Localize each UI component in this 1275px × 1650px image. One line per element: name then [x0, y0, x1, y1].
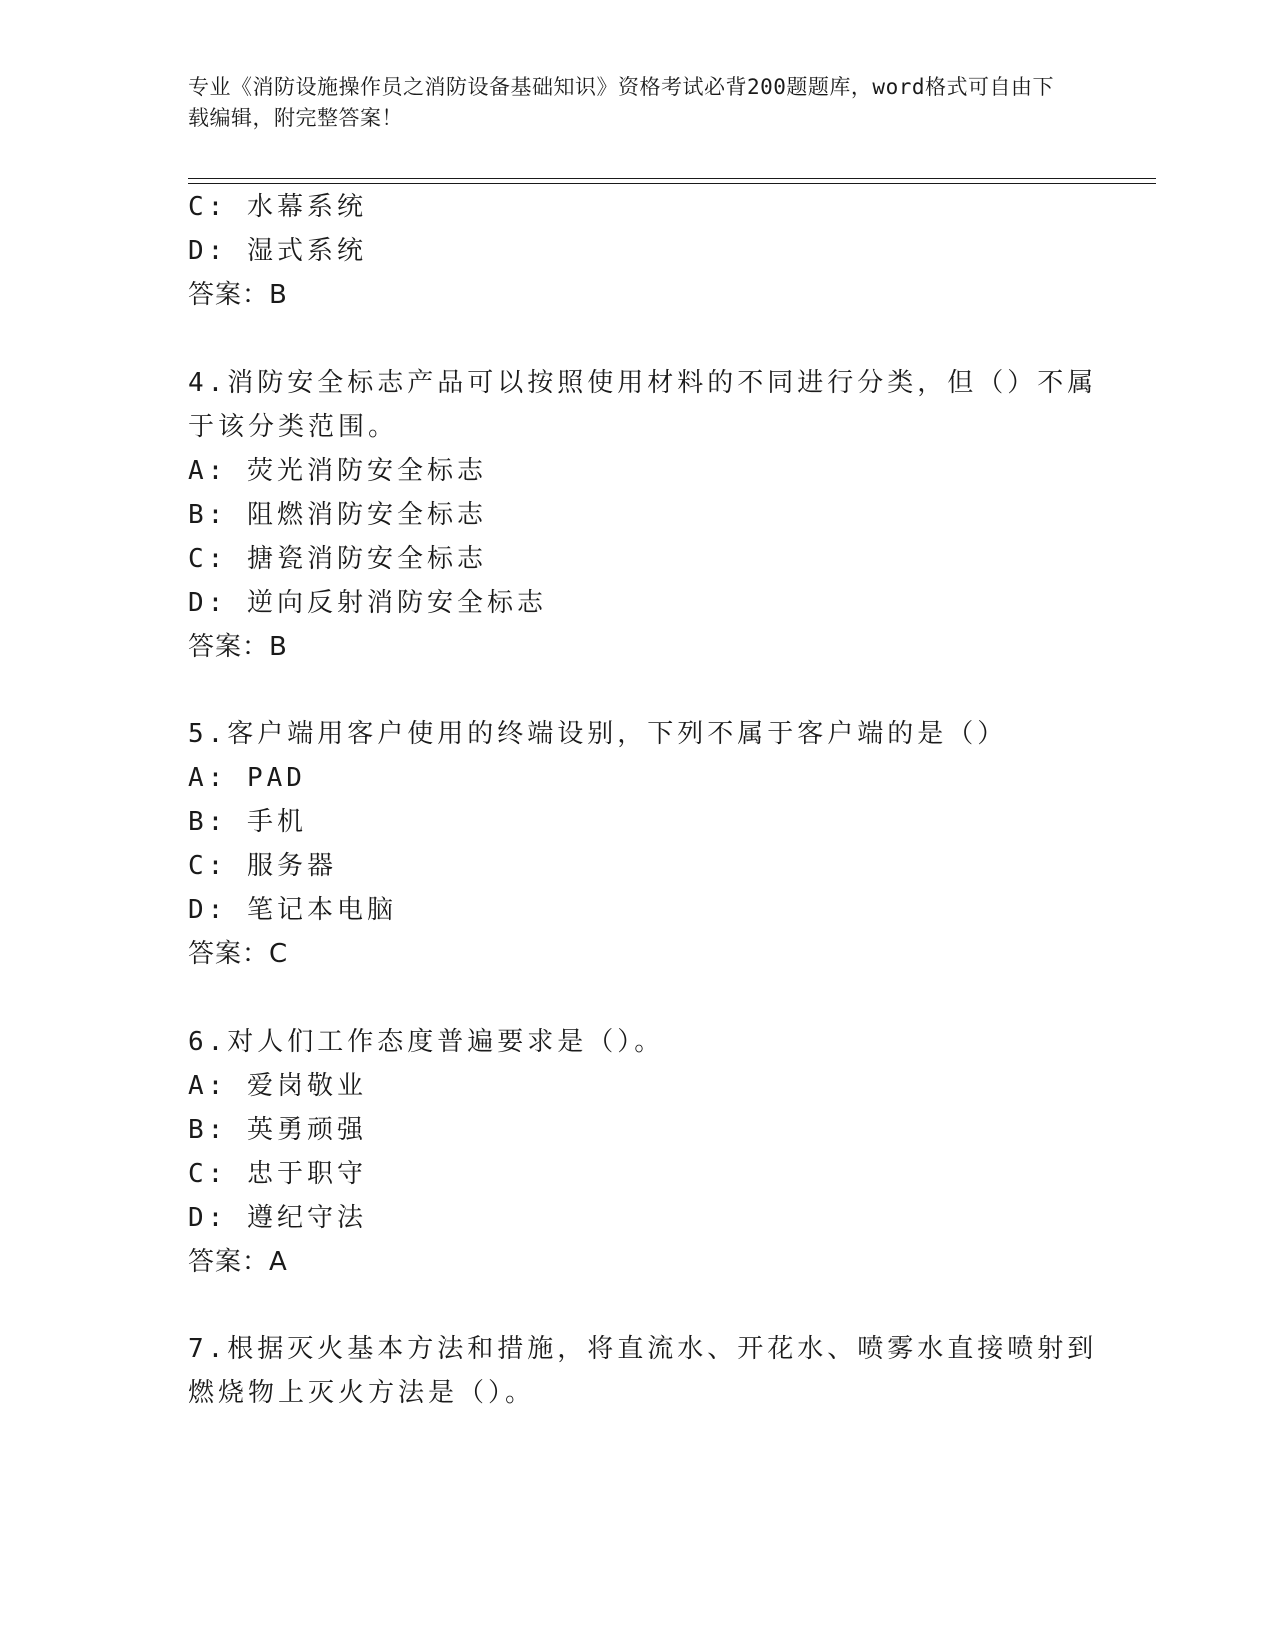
q6-option-c: C: 忠于职守 [188, 1159, 367, 1189]
q4-option-b: B: 阻燃消防安全标志 [188, 500, 487, 530]
q5-option-b: B: 手机 [188, 807, 307, 837]
q4-text-line2: 于该分类范围。 [188, 412, 399, 442]
q6-text-line1: 6.对人们工作态度普遍要求是（）。 [188, 1027, 665, 1057]
q6-answer: 答案：A [188, 1247, 288, 1277]
q5-option-a: A: PAD [188, 763, 306, 793]
q4-option-c: C: 搪瓷消防安全标志 [188, 544, 487, 574]
q5-answer: 答案：C [188, 939, 289, 969]
q5-option-d: D: 笔记本电脑 [188, 895, 397, 925]
q3-option-c: C: 水幕系统 [188, 192, 367, 222]
q5-text-line1: 5.客户端用客户使用的终端设别，下列不属于客户端的是（） [188, 719, 1008, 749]
q5-option-c: C: 服务器 [188, 851, 337, 881]
q3-answer: 答案：B [188, 280, 288, 310]
q4-option-a: A: 荧光消防安全标志 [188, 456, 487, 486]
q4-option-d: D: 逆向反射消防安全标志 [188, 588, 547, 618]
header-rule-bottom [188, 183, 1156, 184]
q4-text-line1: 4.消防安全标志产品可以按照使用材料的不同进行分类，但（）不属 [188, 368, 1098, 398]
q4-answer: 答案：B [188, 632, 288, 662]
q3-option-d: D: 湿式系统 [188, 236, 367, 266]
q7-text-line1: 7.根据灭火基本方法和措施，将直流水、开花水、喷雾水直接喷射到 [188, 1334, 1098, 1364]
q6-option-d: D: 遵纪守法 [188, 1203, 367, 1233]
q6-option-a: A: 爱岗敬业 [188, 1071, 367, 1101]
header-rule-top [188, 178, 1156, 179]
page-header: 专业《消防设施操作员之消防设备基础知识》资格考试必背200题题库，word格式可自由下载编辑，附完整答案！ [188, 75, 1054, 130]
q6-option-b: B: 英勇顽强 [188, 1115, 367, 1145]
q7-text-line2: 燃烧物上灭火方法是（）。 [188, 1378, 536, 1408]
